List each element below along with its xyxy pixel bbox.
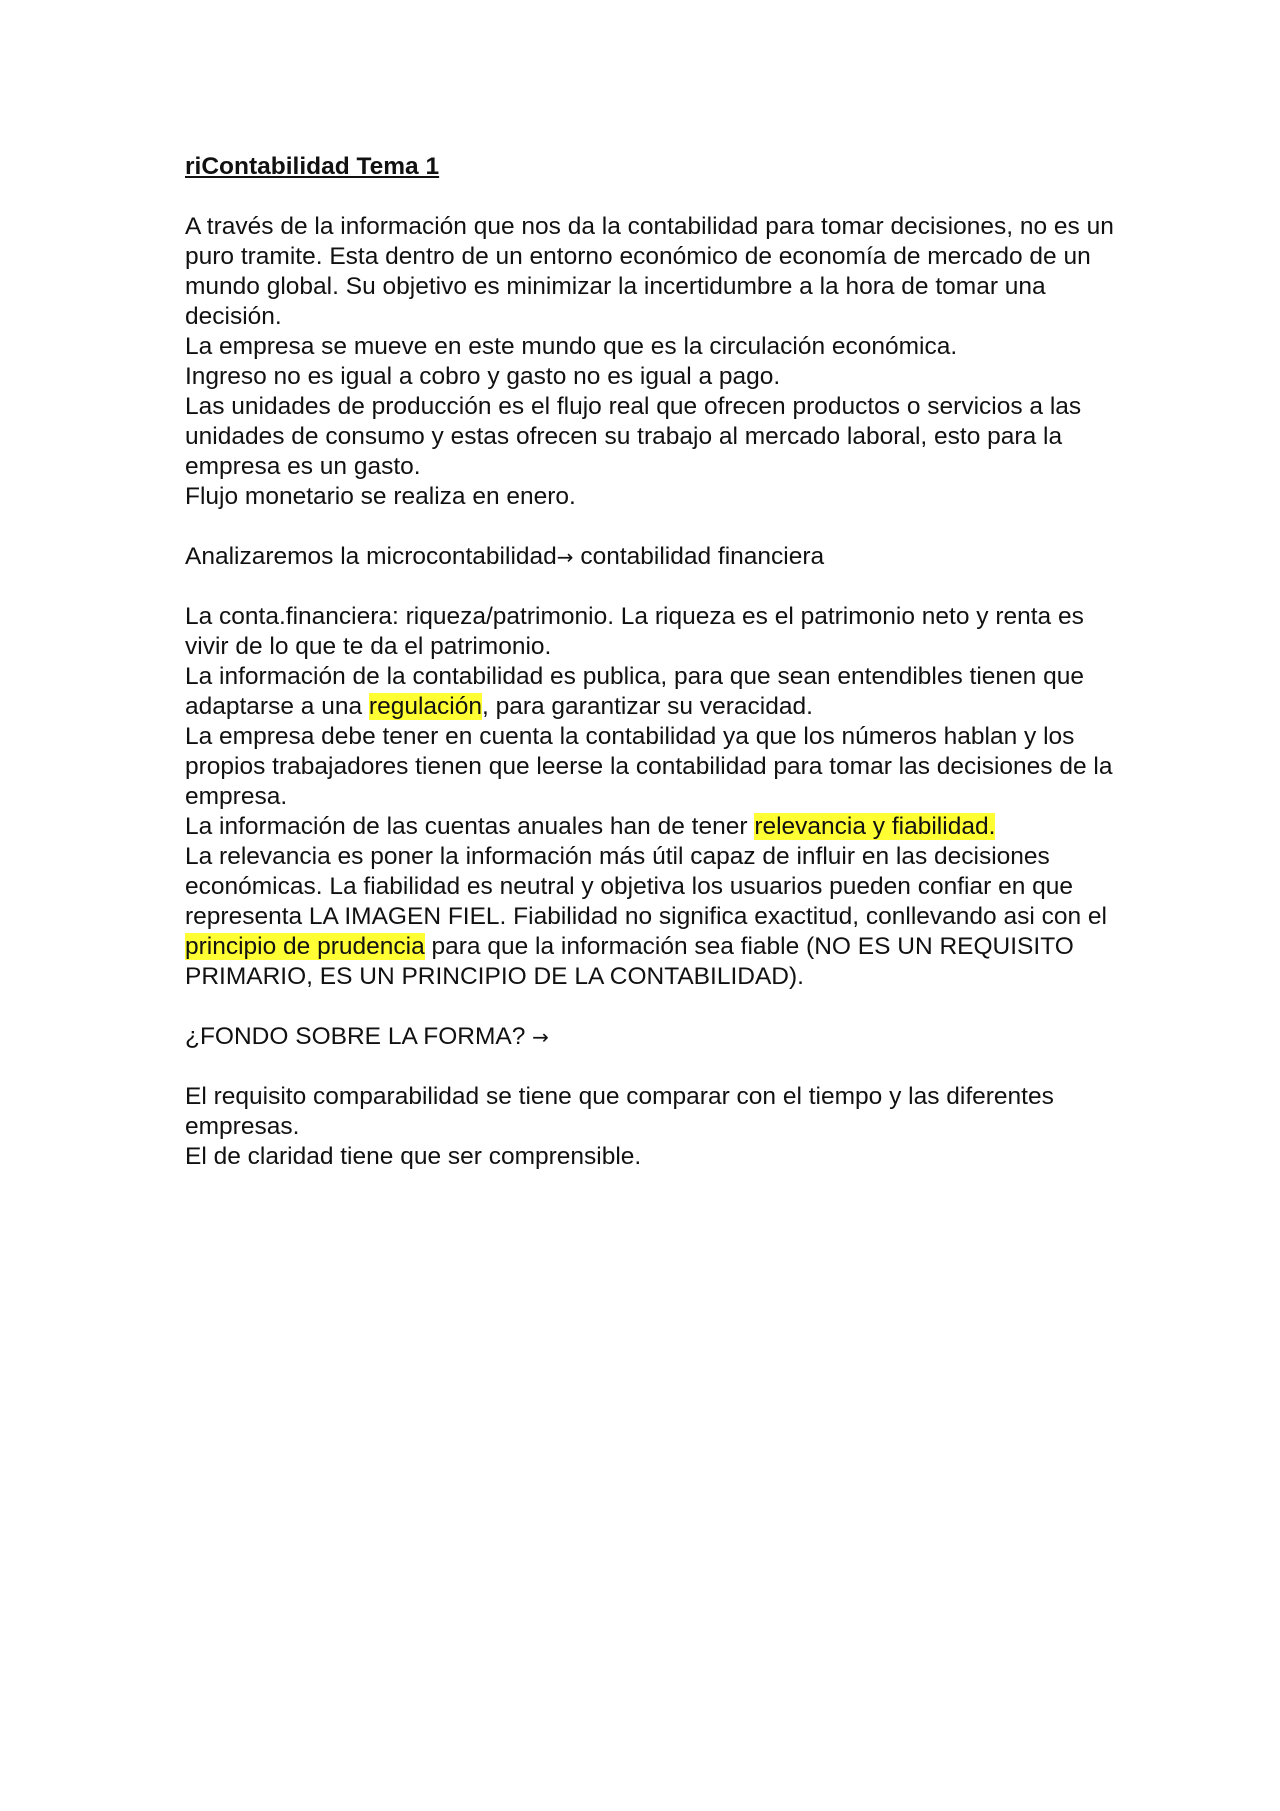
paragraph-regulacion	[185, 662, 1125, 722]
document-title: riContabilidad Tema 1	[185, 153, 440, 180]
paragraph-claridad: El de claridad tiene que ser comprensible.	[185, 1143, 642, 1170]
highlight-prudencia: principio de prudencia	[185, 933, 425, 960]
paragraph-gap	[185, 572, 1125, 602]
document-body	[185, 152, 1125, 1172]
highlight-regulacion: regulación	[368, 693, 482, 720]
highlight-relevancia: relevancia y fiabilidad.	[754, 813, 996, 840]
paragraph-circulacion: La empresa se mueve en este mundo que es la circulación económica.	[185, 333, 958, 360]
relevancia-text: La relevancia es poner la información más útil capaz de influir en las decisiones económicas. La fiabilidad es neutral y objetiva los usuarios pueden confiar en que representa LA IMAGEN FIEL. Fiabilidad no significa exactitud, conllevando asi con el	[185, 843, 1107, 930]
micro-text-2: contabilidad financiera	[573, 543, 825, 570]
paragraph-gap	[185, 1052, 1125, 1082]
paragraph-gap	[185, 992, 1125, 1022]
arrow-right-icon: →	[556, 545, 574, 569]
regulacion-text-2: , para garantizar su veracidad.	[481, 693, 813, 720]
paragraph-comparabilidad: El requisito comparabilidad se tiene que comparar con el tiempo y las diferentes empresas.	[185, 1083, 1054, 1140]
regulacion-text: La información de la contabilidad es publica, para que sean entendibles tienen que adaptarse a una	[185, 663, 1084, 720]
paragraph-cuentas-anuales	[185, 812, 1125, 842]
paragraph-intro: A través de la información que nos da la contabilidad para tomar decisiones, no es un puro tramite. Esta dentro de un entorno económico de economía de mercado de un mundo global. Su objetivo es minimizar la incertidumbre a la hora de tomar una decisión.	[185, 213, 1114, 330]
paragraph-conta-financiera: La conta.financiera: riqueza/patrimonio. La riqueza es el patrimonio neto y renta es vivir de lo que te da el patrimonio.	[185, 603, 1084, 660]
micro-text: Analizaremos la microcontabilidad	[185, 543, 557, 570]
paragraph-fondo-forma	[185, 1022, 1125, 1052]
cuentas-text: La información de las cuentas anuales han de tener	[185, 813, 755, 840]
arrow-right-icon: →	[532, 1025, 549, 1049]
paragraph-flujo-monetario: Flujo monetario se realiza en enero.	[185, 483, 576, 510]
paragraph-empresa: La empresa debe tener en cuenta la contabilidad ya que los números hablan y los propios trabajadores tienen que leerse la contabilidad para tomar las decisiones de la empresa.	[185, 723, 1113, 810]
fondo-text: ¿FONDO SOBRE LA FORMA?	[185, 1023, 533, 1050]
paragraph-unidades: Las unidades de producción es el flujo real que ofrecen productos o servicios a las unidades de consumo y estas ofrecen su trabajo al mercado laboral, esto para la empresa es un gasto.	[185, 393, 1082, 480]
paragraph-microcontabilidad	[185, 542, 1125, 572]
paragraph-gap	[185, 512, 1125, 542]
paragraph-ingreso: Ingreso no es igual a cobro y gasto no es igual a pago.	[185, 363, 781, 390]
paragraph-relevancia	[185, 842, 1125, 992]
relevancia-text-2: para que la información sea fiable (NO ES UN REQUISITO PRIMARIO, ES UN PRINCIPIO DE LA CONTABILIDAD).	[185, 933, 1074, 990]
